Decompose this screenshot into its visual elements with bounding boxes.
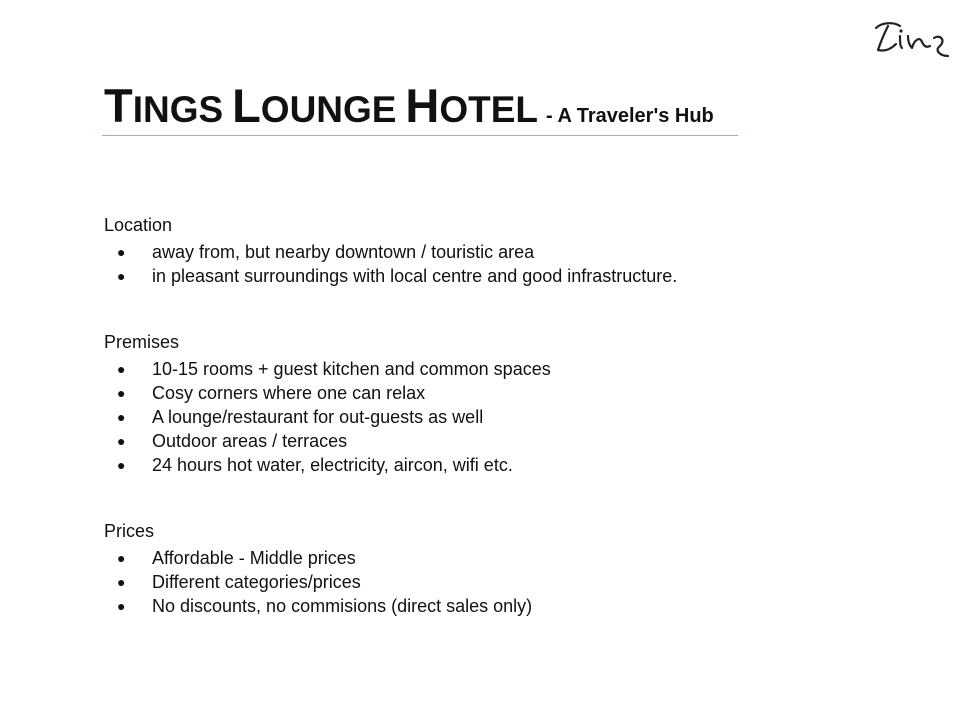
bullet-icon: ● bbox=[117, 409, 126, 425]
bullet-icon: ● bbox=[117, 433, 126, 449]
section-location bbox=[104, 214, 677, 288]
list-item bbox=[104, 594, 532, 618]
list-item-text: Affordable - Middle prices bbox=[152, 548, 356, 568]
section-heading: Premises bbox=[104, 332, 180, 352]
title-initial-tings: T bbox=[104, 79, 133, 132]
bullet-icon: ● bbox=[117, 598, 126, 614]
bullet-icon: ● bbox=[117, 385, 126, 401]
list-item-text: 24 hours hot water, electricity, aircon, wifi etc. bbox=[152, 455, 513, 475]
list-item bbox=[104, 240, 677, 264]
bullet-icon: ● bbox=[117, 268, 126, 284]
list-item bbox=[104, 429, 551, 453]
list-item bbox=[104, 453, 551, 477]
page-subtitle: - A Traveler's Hub bbox=[546, 105, 714, 127]
bullet-icon: ● bbox=[117, 574, 126, 590]
page-title bbox=[104, 79, 744, 132]
list-item bbox=[104, 546, 532, 570]
list-item-text: Different categories/prices bbox=[152, 572, 361, 592]
bullet-icon: ● bbox=[117, 244, 126, 260]
section-premises bbox=[104, 331, 551, 477]
title-initial-hotel: H bbox=[405, 79, 440, 132]
title-word-tings: INGS bbox=[132, 89, 224, 130]
tings-logo-icon bbox=[870, 14, 954, 62]
title-block bbox=[104, 79, 744, 132]
section-prices bbox=[104, 520, 532, 618]
bullet-icon: ● bbox=[117, 361, 126, 377]
bullet-list bbox=[104, 357, 551, 477]
list-item-text: 10-15 rooms + guest kitchen and common spaces bbox=[152, 359, 551, 379]
title-word-hotel: OTEL bbox=[439, 89, 538, 130]
bullet-list bbox=[104, 546, 532, 618]
list-item-text: A lounge/restaurant for out-guests as well bbox=[152, 407, 484, 427]
list-item-text: away from, but nearby downtown / touristic area bbox=[152, 242, 535, 262]
section-heading: Location bbox=[104, 215, 173, 235]
list-item bbox=[104, 381, 551, 405]
bullet-list bbox=[104, 240, 677, 288]
list-item bbox=[104, 357, 551, 381]
bullet-icon: ● bbox=[117, 457, 126, 473]
section-heading: Prices bbox=[104, 521, 155, 541]
bullet-icon: ● bbox=[117, 550, 126, 566]
list-item-text: Outdoor areas / terraces bbox=[152, 431, 348, 451]
list-item-text: No discounts, no commisions (direct sales only) bbox=[152, 596, 533, 616]
list-item bbox=[104, 264, 677, 288]
list-item bbox=[104, 405, 551, 429]
list-item-text: in pleasant surroundings with local centre and good infrastructure. bbox=[152, 266, 678, 286]
list-item bbox=[104, 570, 532, 594]
title-underline bbox=[102, 135, 738, 136]
list-item-text: Cosy corners where one can relax bbox=[152, 383, 426, 403]
title-initial-lounge: L bbox=[232, 79, 261, 132]
title-word-lounge: OUNGE bbox=[260, 89, 397, 130]
